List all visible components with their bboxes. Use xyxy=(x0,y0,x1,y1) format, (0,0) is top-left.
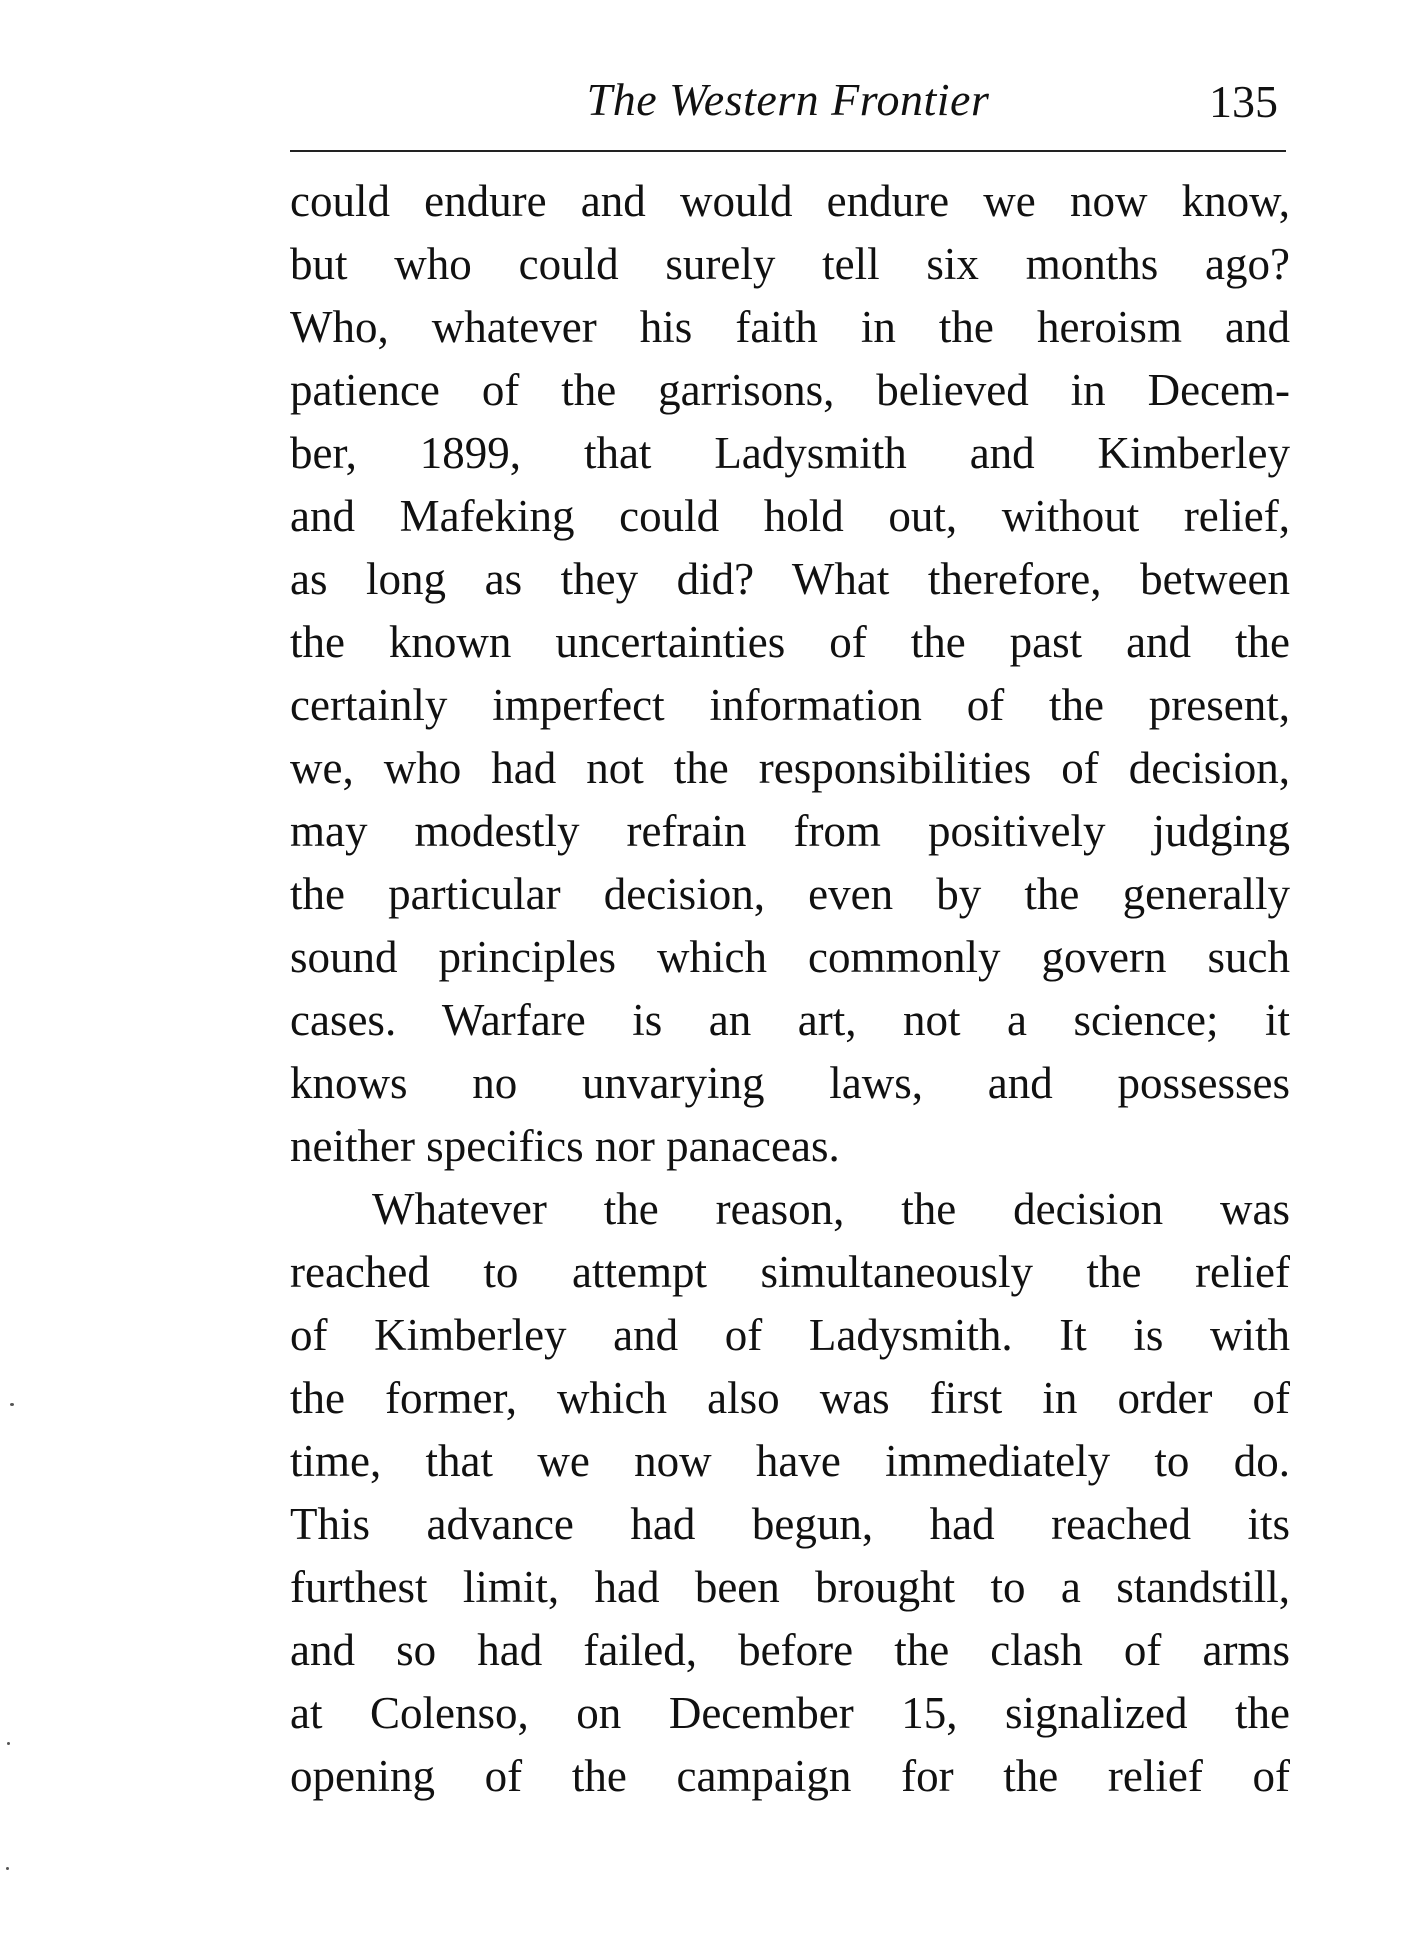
text-line: reached to attempt simultaneously the relief xyxy=(290,1247,1290,1297)
running-title: The Western Frontier xyxy=(586,74,990,125)
text-line: the known uncertainties of the past and the xyxy=(290,617,1290,667)
text-line: cases. Warfare is an art, not a science; it xyxy=(290,995,1290,1045)
scan-speck xyxy=(6,1867,9,1870)
text-line: could endure and would endure we now know, xyxy=(290,176,1290,226)
text-line: furthest limit, had been brought to a standstill, xyxy=(290,1562,1290,1612)
scan-speck xyxy=(10,1403,14,1406)
paragraph xyxy=(290,1178,1290,1808)
text-line: and Mafeking could hold out, without relief, xyxy=(290,491,1290,541)
body-text xyxy=(290,170,1290,1808)
text-line: knows no unvarying laws, and possesses xyxy=(290,1058,1290,1108)
text-line: the particular decision, even by the generally xyxy=(290,869,1290,919)
text-line: ber, 1899, that Ladysmith and Kimberley xyxy=(290,428,1290,478)
text-line: Whatever the reason, the decision was xyxy=(372,1184,1290,1234)
text-line: sound principles which commonly govern such xyxy=(290,932,1290,982)
text-line: at Colenso, on December 15, signalized the xyxy=(290,1688,1290,1738)
running-header xyxy=(290,70,1286,140)
text-line: we, who had not the responsibilities of decision, xyxy=(290,743,1290,793)
text-line: but who could surely tell six months ago? xyxy=(290,239,1290,289)
text-line: and so had failed, before the clash of arms xyxy=(290,1625,1290,1675)
text-line: may modestly refrain from positively judging xyxy=(290,806,1290,856)
text-line: This advance had begun, had reached its xyxy=(290,1499,1290,1549)
scan-speck xyxy=(7,1742,10,1745)
text-line: time, that we now have immediately to do. xyxy=(290,1436,1290,1486)
text-line: of Kimberley and of Ladysmith. It is with xyxy=(290,1310,1290,1360)
text-line: as long as they did? What therefore, between xyxy=(290,554,1290,604)
header-rule xyxy=(290,150,1286,152)
text-line: the former, which also was first in order of xyxy=(290,1373,1290,1423)
text-line: certainly imperfect information of the present, xyxy=(290,680,1290,730)
paragraph xyxy=(290,170,1290,1178)
text-line: patience of the garrisons, believed in Decem- xyxy=(290,365,1290,415)
text-line: neither specifics nor panaceas. xyxy=(290,1121,840,1171)
text-line: Who, whatever his faith in the heroism and xyxy=(290,302,1290,352)
page-number: 135 xyxy=(1209,76,1278,127)
text-line: opening of the campaign for the relief of xyxy=(290,1751,1290,1801)
